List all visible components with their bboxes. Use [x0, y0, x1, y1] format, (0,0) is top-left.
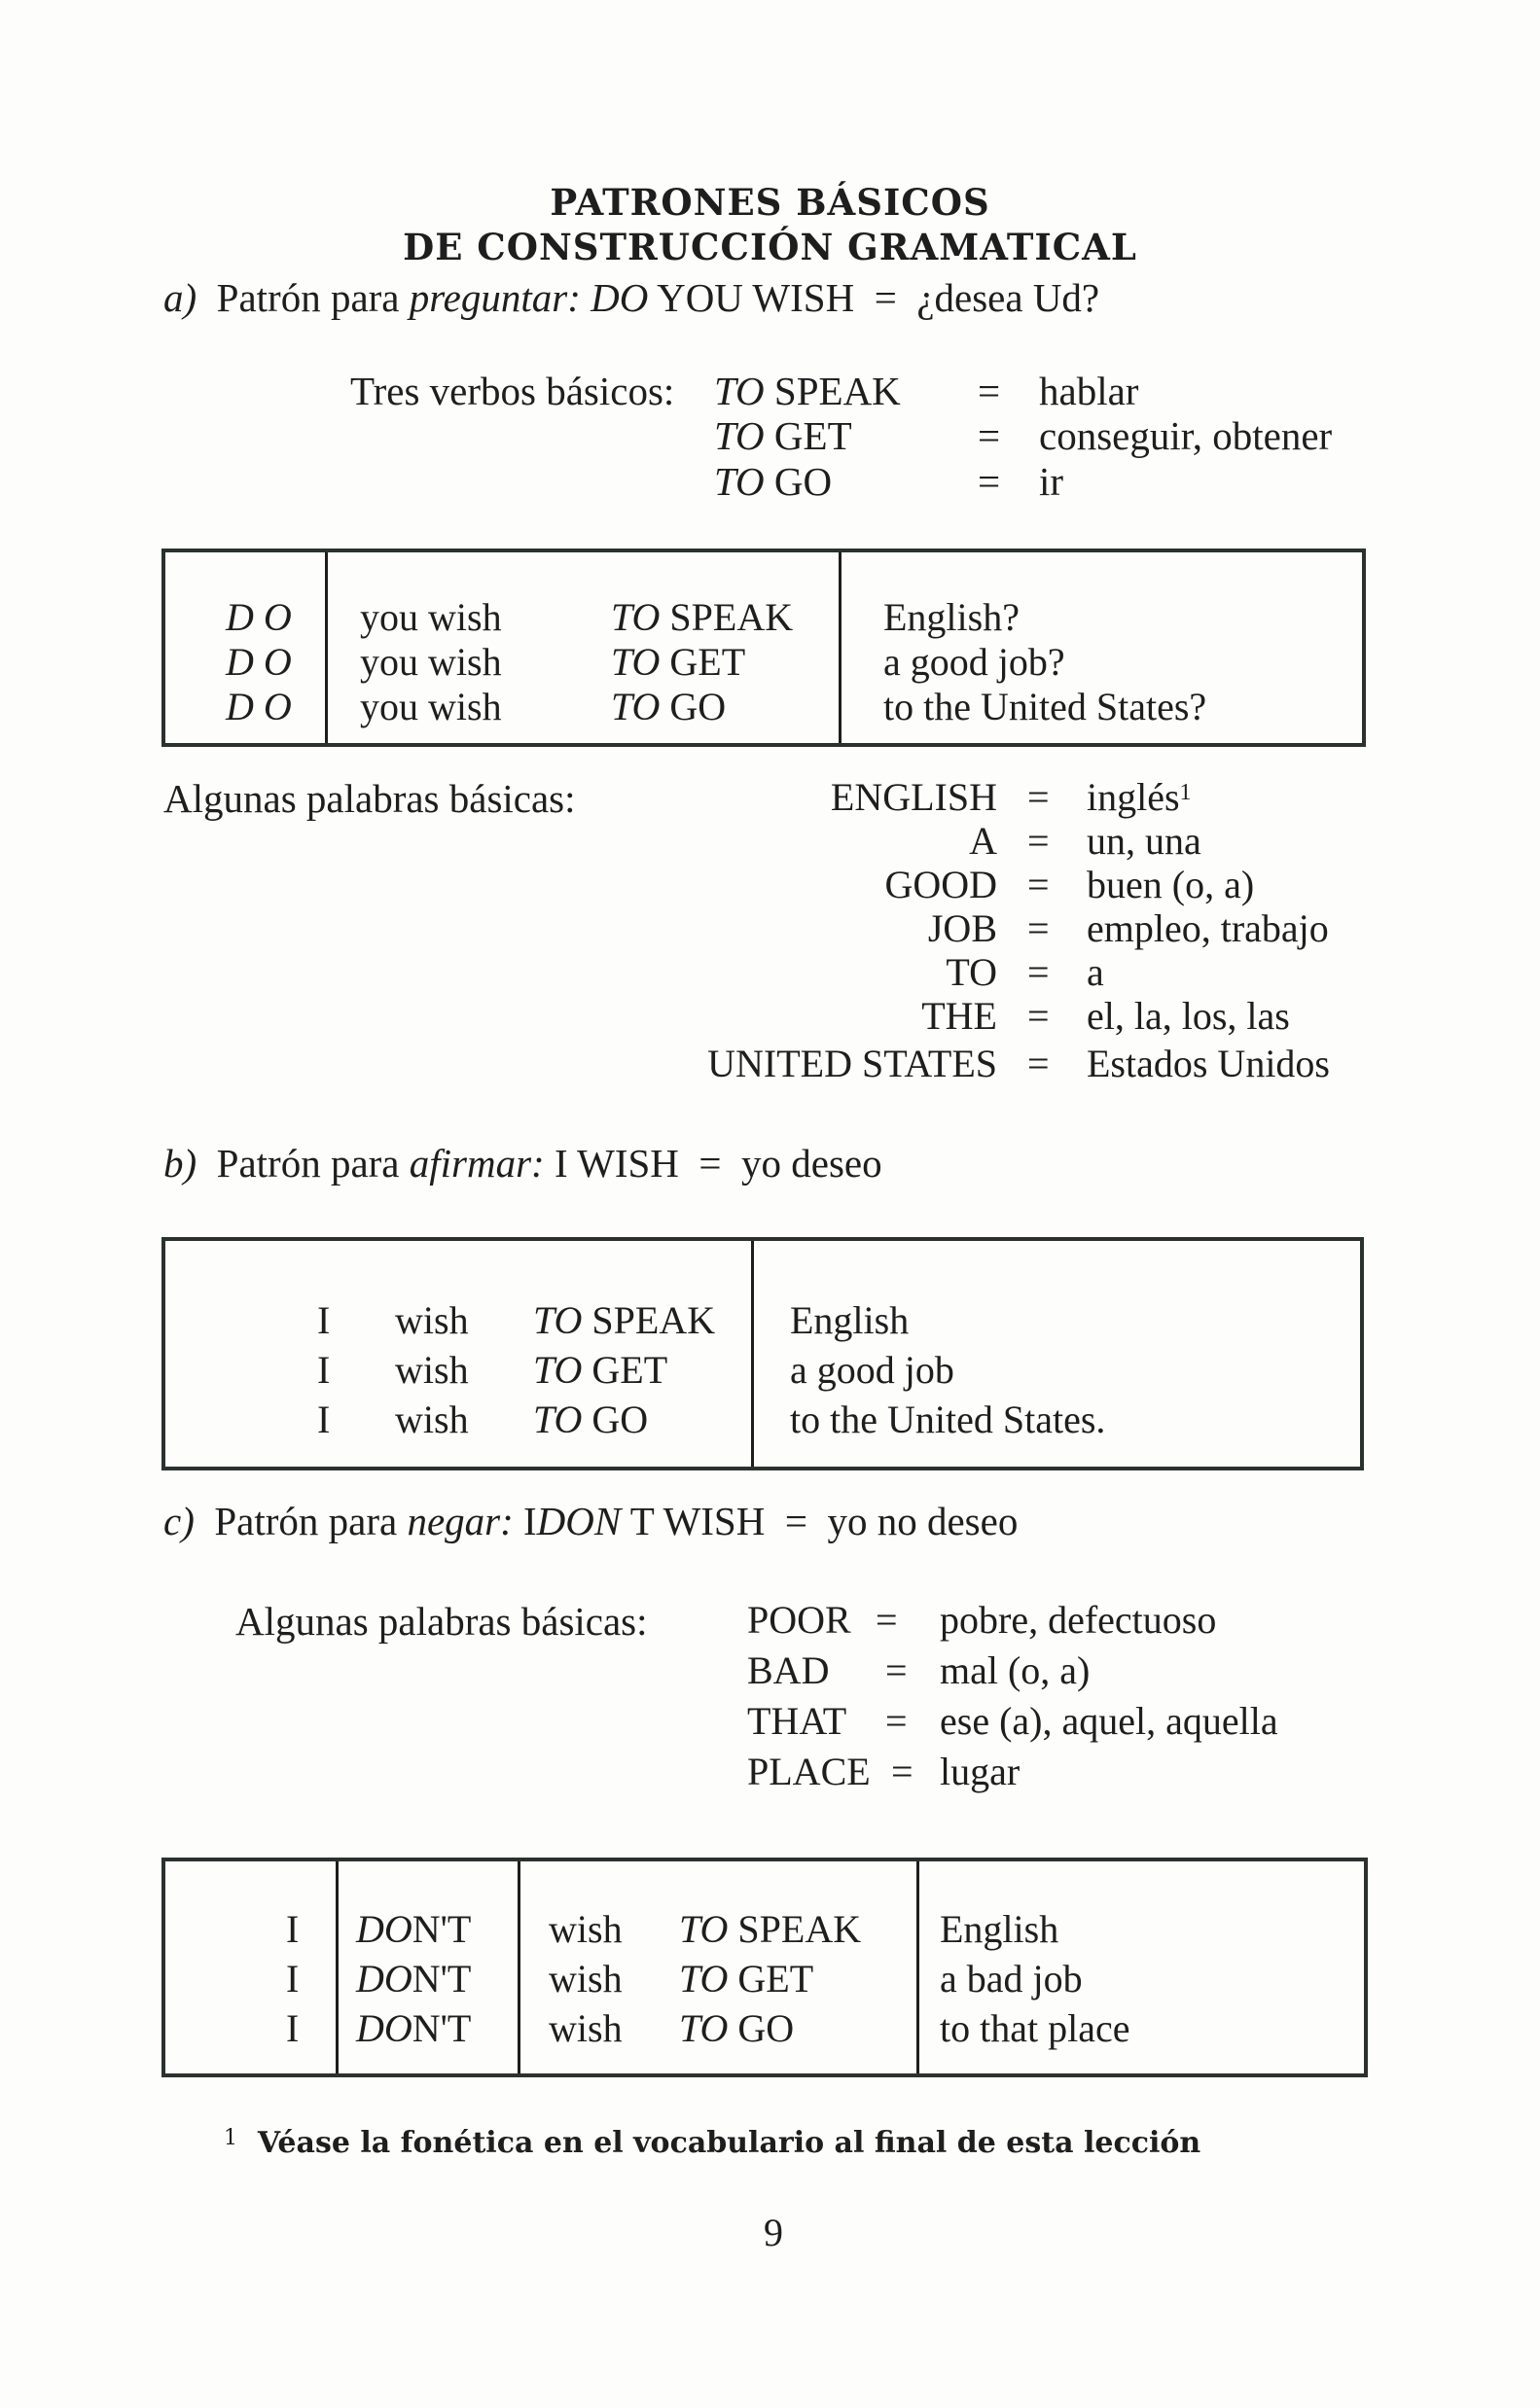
aux-column — [356, 1904, 471, 2053]
negate-pattern-table — [161, 1858, 1368, 2077]
footnote-text: Véase la fonética en el vocabulario al final de esta lección — [257, 2126, 1201, 2160]
verb-equals: = — [978, 459, 1001, 504]
page-number: 9 — [764, 2211, 783, 2254]
vocab-row: ENGLISH = inglés$^1$ — [830, 775, 1192, 819]
table-cell: I — [286, 1907, 300, 1951]
column-divider — [325, 552, 328, 743]
verb-word: GET — [773, 413, 852, 458]
table-cell: a good job — [790, 1348, 954, 1392]
aux-column — [226, 595, 292, 729]
table-cell: to the United States. — [790, 1398, 1106, 1441]
table-cell: wish — [395, 1348, 469, 1392]
table-cell: I — [317, 1298, 331, 1342]
verb-equals: = — [978, 369, 1001, 413]
subject-column — [286, 1904, 299, 2053]
table-cell: English — [940, 1907, 1059, 1951]
question-pattern-table — [161, 549, 1366, 747]
verb-column — [611, 595, 793, 729]
table-cell: DON'T — [356, 1907, 472, 1951]
vocab-row: THE = el, la, los, las — [921, 994, 1290, 1038]
verb-equals: = — [978, 413, 1001, 458]
section-c-translation: yo no deseo — [827, 1499, 1019, 1543]
section-c-lead: Patrón para — [214, 1499, 398, 1543]
vocab-row: GOOD = buen (o, a) — [884, 863, 1255, 906]
table-cell: TO GO — [679, 2006, 795, 2050]
section-b-pattern: I WISH — [554, 1141, 679, 1186]
object-column — [883, 595, 1206, 729]
table-cell: to that place — [940, 2006, 1130, 2050]
footnote-marker: 1 — [224, 2126, 237, 2150]
table-cell: wish — [549, 1957, 623, 2001]
section-a-lead: Patrón para — [216, 275, 400, 320]
section-a-translation: ¿desea Ud? — [916, 275, 1100, 320]
table-cell: you wish — [360, 685, 502, 728]
table-cell: I — [286, 2006, 300, 2050]
wish-column — [395, 1295, 469, 1444]
section-a-keyword: preguntar: — [409, 275, 581, 320]
section-b-keyword: afirmar: — [409, 1141, 545, 1186]
table-cell: D O — [226, 640, 292, 684]
verb-column — [533, 1295, 715, 1444]
table-cell: TO GET — [611, 640, 746, 684]
section-a-marker: a) — [163, 275, 197, 320]
page-title-line-1: PATRONES BÁSICOS — [550, 181, 990, 224]
table-cell: DON'T — [356, 1957, 472, 2001]
vocab-row: JOB = empleo, trabajo — [927, 906, 1329, 950]
object-column — [940, 1904, 1129, 2053]
affirm-pattern-table — [161, 1237, 1364, 1470]
verb-meaning: ir — [1039, 459, 1064, 504]
footnote — [224, 2126, 1200, 2160]
section-c-pattern-pre: I — [523, 1499, 537, 1543]
verb-word: GO — [773, 459, 833, 504]
section-a-equals: = — [874, 275, 897, 320]
table-cell: English? — [883, 595, 1020, 639]
section-c-equals: = — [784, 1499, 807, 1543]
table-cell: TO GO — [533, 1398, 649, 1441]
table-cell: wish — [549, 2006, 623, 2050]
table-cell: TO GET — [679, 1957, 814, 2001]
verb-row — [714, 412, 852, 459]
section-b-marker: b) — [163, 1141, 197, 1186]
subject-column — [317, 1295, 330, 1444]
table-cell: wish — [395, 1298, 469, 1342]
vocab-row: TO = a — [946, 950, 1104, 994]
column-divider — [751, 1241, 754, 1467]
table-cell: D O — [226, 685, 292, 728]
table-cell: wish — [395, 1398, 469, 1441]
section-c-heading — [163, 1498, 1018, 1544]
page-title-line-2: DE CONSTRUCCIÓN GRAMATICAL — [403, 226, 1137, 268]
section-c-keyword: negar: — [407, 1499, 514, 1543]
vocab-row: POOR = pobre, defectuoso — [747, 1598, 1217, 1642]
verb-row — [714, 368, 901, 414]
table-cell: TO GO — [611, 685, 727, 728]
vocab-row: BAD = mal (o, a) — [747, 1648, 1091, 1692]
verb-to: TO — [714, 413, 765, 458]
footnote-ref[interactable]: 1 — [1179, 780, 1192, 805]
column-divider — [839, 552, 842, 743]
table-cell: a good job? — [883, 640, 1065, 684]
table-cell: you wish — [360, 640, 502, 684]
section-b-lead: Patrón para — [216, 1141, 400, 1186]
section-b-equals: = — [698, 1141, 722, 1186]
table-cell: a bad job — [940, 1957, 1083, 2001]
verb-to: TO — [714, 459, 765, 504]
table-cell: I — [317, 1398, 331, 1441]
column-divider — [518, 1861, 520, 2073]
table-cell: TO GET — [533, 1348, 668, 1392]
verb-meaning: conseguir, obtener — [1039, 413, 1333, 458]
vocab-row: UNITED STATES = Estados Unidos — [707, 1042, 1330, 1085]
verb-word: SPEAK — [773, 369, 901, 413]
verb-column — [679, 1904, 861, 2053]
table-cell: TO SPEAK — [533, 1298, 716, 1342]
vocab-row: A = un, una — [969, 819, 1201, 863]
table-cell: wish — [549, 1907, 623, 1951]
vocab-row: THAT = ese (a), aquel, aquella — [747, 1699, 1278, 1743]
column-divider — [916, 1861, 919, 2073]
table-cell: English — [790, 1298, 910, 1342]
section-b-translation: yo deseo — [741, 1141, 882, 1186]
column-divider — [336, 1861, 339, 2073]
section-c-pattern-rest: T WISH — [629, 1499, 766, 1543]
words-label-c: Algunas palabras básicas: — [235, 1599, 648, 1644]
table-cell: I — [317, 1348, 331, 1392]
wish-column — [549, 1904, 623, 2053]
table-cell: D O — [226, 595, 292, 639]
section-a-pattern-italic: DO — [591, 275, 649, 320]
table-cell: I — [286, 1957, 300, 2001]
section-c-marker: c) — [163, 1499, 195, 1543]
table-cell: TO SPEAK — [611, 595, 794, 639]
verb-row — [714, 458, 832, 505]
vocab-row: PLACE = lugar — [747, 1750, 1021, 1793]
verbs-label: Tres verbos básicos: — [350, 369, 675, 413]
section-a-pattern-rest: YOU WISH — [657, 275, 855, 320]
verb-to: TO — [714, 369, 765, 413]
table-cell: to the United States? — [883, 685, 1207, 728]
words-label-a: Algunas palabras básicas: — [163, 776, 576, 821]
table-cell: DON'T — [356, 2006, 472, 2050]
verb-meaning: hablar — [1039, 369, 1139, 413]
table-cell: TO SPEAK — [679, 1907, 862, 1951]
object-column — [790, 1295, 1105, 1444]
section-b-heading — [163, 1140, 882, 1186]
section-c-pattern-italic: DON — [536, 1499, 622, 1543]
subject-column — [360, 595, 502, 729]
section-a-heading — [163, 274, 1099, 321]
table-cell: you wish — [360, 595, 502, 639]
